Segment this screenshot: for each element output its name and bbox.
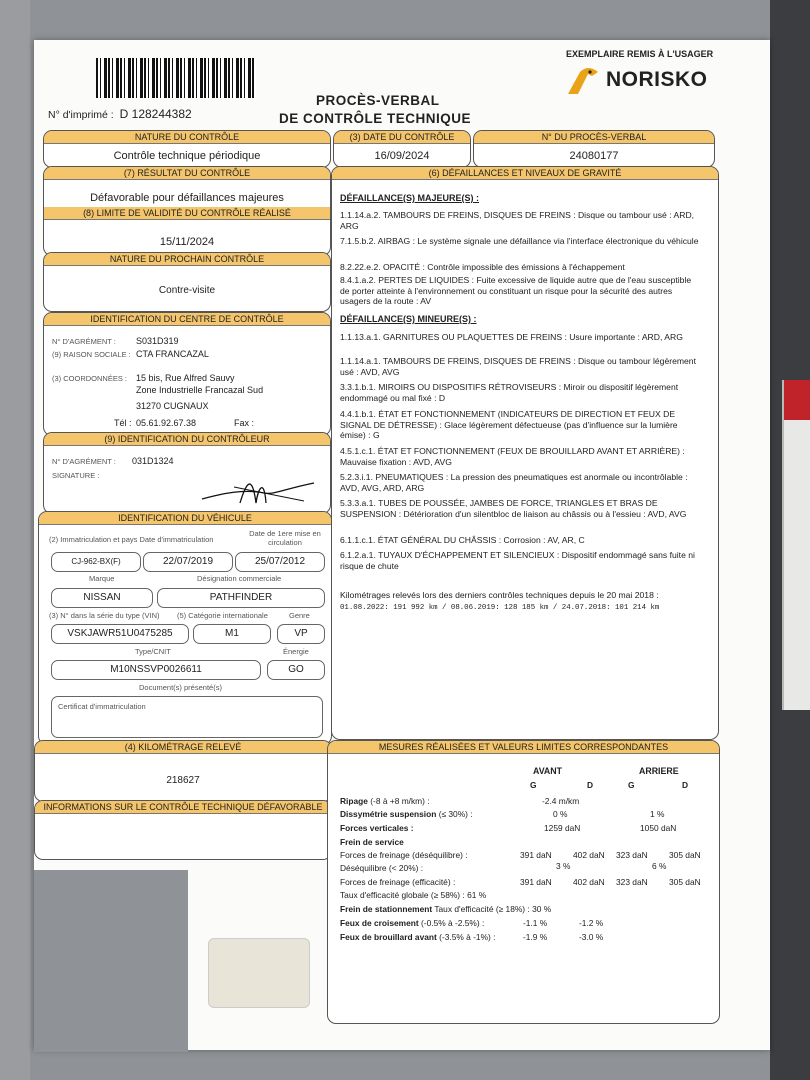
immat-value: CJ-962-BX(F): [51, 552, 141, 572]
date-header: (3) DATE DU CONTRÔLE: [334, 131, 470, 144]
efficacite-label: Forces de freinage (efficacité) :: [340, 877, 456, 887]
croisement-g: -1.1 %: [523, 918, 548, 928]
arriere-g: G: [628, 780, 635, 790]
forces-av: 1259 daN: [544, 823, 581, 833]
controleur-agrement-label: N° D'AGRÉMENT :: [52, 457, 116, 466]
centre-tel: 05.61.92.67.38: [136, 418, 197, 428]
nature-box: [43, 130, 331, 168]
arriere-d: D: [682, 780, 689, 790]
km-value: 218627: [166, 775, 200, 786]
brouillard-g: -1.9 %: [523, 932, 548, 942]
freinage-ard: 305 daN: [669, 850, 701, 860]
title-line1: PROCÈS-VERBAL: [316, 93, 440, 108]
mineure-item: 5.3.3.a.1. TUBES DE POUSSÉE, JAMBES DE FORCE, TRIANGLES ET BRAS DE SUSPENSION : Détérioration d'un silentbloc de liaison au châssis ou à l'essieu : AVD, AVG: [340, 498, 687, 519]
pv-value: 24080177: [569, 150, 619, 162]
mesures-header: MESURES RÉALISÉES ET VALEURS LIMITES CORRESPONDANTES: [328, 741, 719, 754]
efficacite-avg: 391 daN: [520, 877, 552, 887]
background-left: [0, 0, 30, 1080]
brouillard-d: -3.0 %: [579, 932, 604, 942]
centre-header: IDENTIFICATION DU CENTRE DE CONTRÔLE: [44, 313, 330, 326]
type-value: M10NSSVP0026611: [51, 660, 261, 680]
brand-logo: NORISKO: [606, 68, 708, 91]
date-immat-value: 22/07/2019: [143, 552, 233, 572]
controleur-agrement: 031D1324: [132, 456, 174, 466]
centre-raison: CTA FRANCAZAL: [136, 349, 209, 359]
vehicule-header: IDENTIFICATION DU VÉHICULE: [39, 512, 331, 525]
vin-value: VSKJAWR51U0475285: [51, 624, 189, 644]
cat-value: M1: [193, 624, 271, 644]
centre-coord-label: (3) COORDONNÉES :: [52, 374, 128, 383]
mineure-item: 6.1.1.c.1. ÉTAT GÉNÉRAL DU CHÂSSIS : Corrosion : AV, AR, C: [340, 535, 585, 545]
freinage-avg: 391 daN: [520, 850, 552, 860]
resultat-box: [43, 166, 331, 256]
marque-value: NISSAN: [51, 588, 153, 608]
imprime-value: D 128244382: [119, 107, 192, 121]
ripage-limit: (-8 à +8 m/km) :: [370, 796, 430, 806]
resultat-value: Défavorable pour défaillances majeures: [90, 192, 284, 204]
genre-value: VP: [277, 624, 325, 644]
freinage-avd: 402 daN: [573, 850, 605, 860]
majeure-item: 7.1.5.b.2. AIRBAG : Le système signale une défaillance via l'interface électronique du véhicule: [340, 236, 699, 246]
vin-label: (3) N° dans la série du type (VIN): [49, 611, 160, 620]
copy-label: EXEMPLAIRE REMIS À L'USAGER: [566, 49, 714, 59]
prochain-box: [43, 252, 331, 312]
centre-tel-label: Tél :: [114, 418, 132, 428]
avant-d: D: [587, 780, 594, 790]
dissym-label: Dissymétrie suspension: [340, 809, 437, 819]
mineure-item: 1.1.14.a.1. TAMBOURS DE FREINS, DISQUES DE FREINS : Disque ou tambour légèrement usé : AVD, AVG: [340, 356, 696, 377]
majeures-title: DÉFAILLANCE(S) MAJEURE(S) :: [340, 193, 479, 203]
mineure-item: 1.1.13.a.1. GARNITURES OU PLAQUETTES DE FREINS : Usure importante : ARD, ARG: [340, 332, 683, 342]
designation-value: PATHFINDER: [157, 588, 325, 608]
croisement-limit: (-0.5% à -2.5%) :: [421, 918, 485, 928]
centre-addr1: 15 bis, Rue Alfred Sauvy: [136, 373, 235, 383]
mineure-item: 3.3.1.b.1. MIROIRS OU DISPOSITIFS RÉTROVISEURS : Miroir ou dispositif légèrement endommagé ou mal fixé : D: [340, 382, 679, 403]
docs-label: Document(s) présenté(s): [139, 683, 222, 692]
controleur-header: (9) IDENTIFICATION DU CONTRÔLEUR: [44, 433, 330, 446]
paper-cutout: [34, 870, 188, 1052]
deseq-label: Déséquilibre (< 20%) :: [340, 863, 424, 873]
immat-label: (2) Immatriculation et pays Date d'immatriculation: [49, 535, 214, 544]
majeure-item: 1.1.14.a.2. TAMBOURS DE FREINS, DISQUES DE FREINS : Disque ou tambour usé : ARD, ARG: [340, 210, 695, 231]
pv-box: [473, 130, 715, 168]
vehicule-box: [38, 511, 332, 745]
arriere-header: ARRIERE: [639, 766, 679, 776]
centre-box: [43, 312, 331, 436]
marker-cap: [784, 380, 810, 420]
centre-agrement: S031D319: [136, 336, 179, 346]
deseq-av: 3 %: [556, 861, 571, 871]
km-header: (4) KILOMÉTRAGE RELEVÉ: [35, 741, 331, 754]
mise-value: 25/07/2012: [235, 552, 325, 572]
imprime-label: N° d'imprimé :: [48, 109, 114, 121]
resultat-header: (7) RÉSULTAT DU CONTRÔLE: [44, 167, 330, 180]
dissym-limit: (≤ 30%) :: [438, 809, 473, 819]
defaillances-header: (6) DÉFAILLANCES ET NIVEAUX DE GRAVITÉ: [332, 167, 718, 180]
km-history: 01.08.2022: 191 992 km / 08.06.2019: 128 185 km / 24.07.2018: 101 214 km: [340, 604, 660, 612]
infos-header: INFORMATIONS SUR LE CONTRÔLE TECHNIQUE DÉFAVORABLE: [35, 801, 331, 814]
cat-label: (5) Catégorie internationale: [177, 611, 268, 620]
mineure-item: 4.4.1.b.1. ÉTAT ET FONCTIONNEMENT (INDICATEURS DE DIRECTION ET FEUX DE SIGNAL DE DÉTRESSE) : Glace légèrement défectueuse (pas d'influence sur la lumière émise) : G: [340, 409, 678, 440]
dissym-av: 0 %: [553, 809, 568, 819]
centre-fax-label: Fax :: [234, 418, 255, 428]
dissym-ar: 1 %: [650, 809, 665, 819]
nature-value: Contrôle technique périodique: [113, 150, 261, 162]
norisko-bird-icon: [566, 66, 602, 96]
deseq-ar: 6 %: [652, 861, 667, 871]
mineure-item: 5.2.3.i.1. PNEUMATIQUES : La pression des pneumatiques est anormale ou incontrôlable : AVD, AVG, ARD, ARG: [340, 472, 688, 493]
marker-pen: [782, 380, 810, 710]
security-stamp: [208, 938, 310, 1008]
type-label: Type/CNIT: [135, 647, 171, 656]
majeure-item: 8.4.1.a.2. PERTES DE LIQUIDES : Fuite excessive de liquide autre que de l'eau susceptible de porter atteinte à l'environnement ou constituant un risque pour la sécurité des autres usagers de la route : AV: [340, 275, 692, 306]
mineure-item: 6.1.2.a.1. TUYAUX D'ÉCHAPPEMENT ET SILENCIEUX : Dispositif endommagé sans fuite ni risque de chute: [340, 550, 695, 571]
avant-g: G: [530, 780, 537, 790]
centre-addr3: 31270 CUGNAUX: [136, 401, 209, 411]
title-line2: DE CONTRÔLE TECHNIQUE: [279, 111, 472, 126]
forces-ar: 1050 daN: [640, 823, 677, 833]
infos-box: [34, 800, 332, 860]
forces-label: Forces verticales :: [340, 823, 414, 833]
prochain-header: NATURE DU PROCHAIN CONTRÔLE: [44, 253, 330, 266]
signature-image: [194, 463, 324, 509]
frein-service-label: Frein de service: [340, 837, 404, 847]
efficacite-arg: 323 daN: [616, 877, 648, 887]
centre-raison-label: (9) RAISON SOCIALE :: [52, 350, 131, 359]
ripage-value: -2.4 m/km: [542, 796, 580, 806]
nature-header: NATURE DU CONTRÔLE: [44, 131, 330, 144]
barcode: [96, 58, 256, 98]
taux-global: Taux d'efficacité globale (≥ 58%) : 61 %: [340, 890, 487, 900]
brouillard-limit: (-3.5% à -1%) :: [439, 932, 496, 942]
imprime-line: [48, 107, 192, 121]
limite-header: (8) LIMITE DE VALIDITÉ DU CONTRÔLE RÉALISÉ: [44, 207, 330, 220]
avant-header: AVANT: [533, 766, 562, 776]
stationnement-label: Frein de stationnement: [340, 904, 433, 914]
prochain-value: Contre-visite: [158, 285, 216, 296]
signature-label: SIGNATURE :: [52, 471, 100, 480]
centre-agrement-label: N° D'AGRÉMENT :: [52, 337, 116, 346]
date-value: 16/09/2024: [374, 150, 430, 162]
energie-value: GO: [267, 660, 325, 680]
croisement-d: -1.2 %: [579, 918, 604, 928]
docs-field: [51, 696, 323, 738]
mise-label: Date de 1ere mise en circulation: [249, 529, 321, 547]
efficacite-ard: 305 daN: [669, 877, 701, 887]
limite-value: 15/11/2024: [159, 236, 215, 248]
majeure-item: 8.2.22.e.2. OPACITÉ : Contrôle impossible des émissions à l'échappement: [340, 262, 625, 272]
mineures-title: DÉFAILLANCE(S) MINEURE(S) :: [340, 314, 477, 324]
efficacite-avd: 402 daN: [573, 877, 605, 887]
ripage-label: Ripage: [340, 796, 368, 806]
km-box: [34, 740, 332, 802]
freinage-arg: 323 daN: [616, 850, 648, 860]
pv-header: N° DU PROCÈS-VERBAL: [474, 131, 714, 144]
centre-addr2: Zone Industrielle Francazal Sud: [136, 385, 264, 395]
controleur-box: [43, 432, 331, 514]
freinage-label: Forces de freinage (déséquilibre) :: [340, 850, 468, 860]
energie-label: Énergie: [283, 647, 309, 656]
designation-label: Désignation commerciale: [197, 574, 282, 583]
marque-label: Marque: [89, 574, 115, 583]
km-history-title: Kilométrages relevés lors des derniers contrôles techniques depuis le 20 mai 2018 :: [340, 590, 659, 600]
brouillard-label: Feux de brouillard avant: [340, 932, 437, 942]
stationnement-value: Taux d'efficacité (≥ 18%) : 30 %: [434, 904, 552, 914]
croisement-label: Feux de croisement: [340, 918, 419, 928]
mineure-item: 4.5.1.c.1. ÉTAT ET FONCTIONNEMENT (FEUX DE BROUILLARD AVANT ET ARRIÈRE) : Mauvaise fixation : AVD, AVG: [340, 446, 685, 467]
genre-label: Genre: [289, 611, 310, 620]
date-box: [333, 130, 471, 168]
doc-value: Certificat d'immatriculation: [58, 702, 146, 711]
